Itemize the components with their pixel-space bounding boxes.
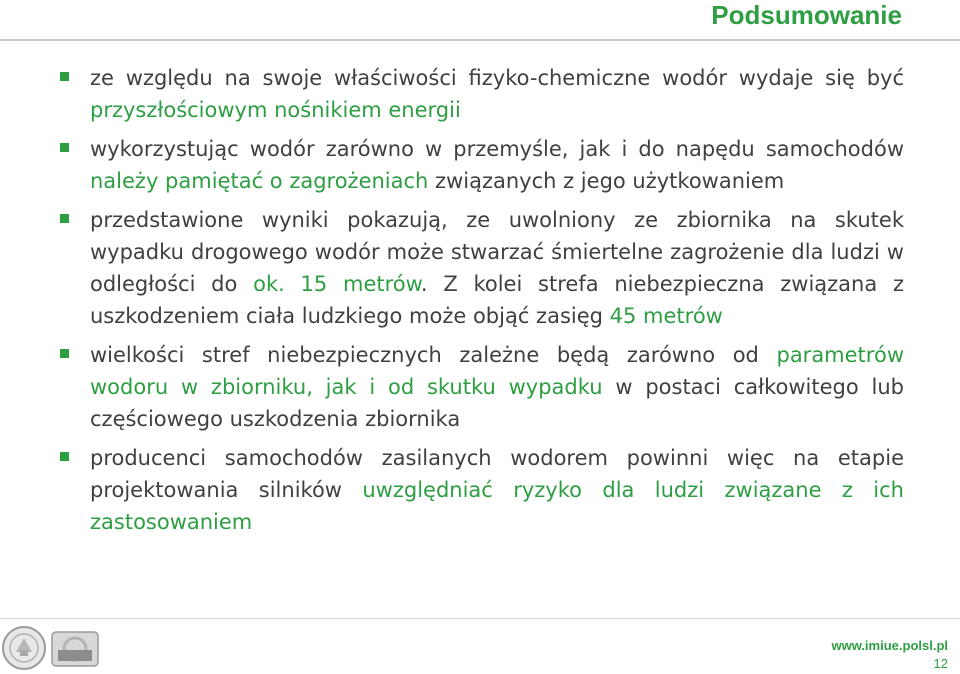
bullet-item bbox=[58, 133, 904, 197]
bullet-text: w postaci całkowitego lub częściowego uszkodzenia zbiornika bbox=[90, 375, 904, 431]
bullet-text: . Z kolei strefa niebezpieczna związana z uszkodzeniem ciała ludzkiego może objąć zasięg bbox=[90, 272, 905, 328]
page-number: 12 bbox=[933, 656, 948, 671]
slide-title: Podsumowanie bbox=[711, 0, 902, 30]
square-bullet-icon bbox=[60, 349, 69, 358]
bullet-highlight: parametrów wodoru w zbiorniku, jak i od skutku wypadku bbox=[90, 343, 904, 399]
bullet-item bbox=[58, 339, 904, 435]
bullet-item bbox=[58, 204, 904, 332]
square-bullet-icon bbox=[60, 452, 69, 461]
bullet-text: przedstawione wyniki pokazują, ze uwolniony ze zbiornika na skutek wypadku drogowego wodór może stwarzać śmiertelne zagrożenie dla ludzi w odległości do bbox=[90, 208, 904, 296]
bullet-text: producenci samochodów zasilanych wodorem powinni więc na etapie projektowania silników bbox=[90, 446, 904, 502]
bullet-highlight: należy pamiętać o zagrożeniach bbox=[90, 169, 429, 193]
title-divider bbox=[0, 39, 960, 41]
footer-divider bbox=[0, 618, 960, 619]
university-seal-logo bbox=[3, 627, 45, 669]
square-bullet-icon bbox=[60, 72, 69, 81]
bullet-text: związanych z jego użytkowaniem bbox=[428, 169, 785, 193]
bullet-list bbox=[58, 62, 904, 545]
bullet-text: wielkości stref niebezpiecznych zależne będą zarówno od bbox=[90, 343, 777, 367]
bullet-highlight: 45 metrów bbox=[609, 304, 723, 328]
imiue-logo bbox=[52, 632, 98, 666]
bullet-highlight: przyszłościowym nośnikiem energii bbox=[90, 98, 461, 122]
bullet-item bbox=[58, 442, 904, 538]
square-bullet-icon bbox=[60, 143, 69, 152]
bullet-text: wykorzystując wodór zarówno w przemyśle, jak i do napędu samochodów bbox=[90, 137, 904, 161]
bullet-highlight: ok. 15 metrów bbox=[253, 272, 421, 296]
bullet-highlight: uwzględniać ryzyko dla ludzi związane z ich zastosowaniem bbox=[90, 478, 904, 534]
bullet-text: ze względu na swoje właściwości fizyko-chemiczne wodór wydaje się być bbox=[90, 66, 904, 90]
website-url[interactable]: www.imiue.polsl.pl bbox=[831, 638, 948, 653]
footer-logos bbox=[0, 620, 104, 674]
square-bullet-icon bbox=[60, 214, 69, 223]
bullet-item bbox=[58, 62, 904, 126]
